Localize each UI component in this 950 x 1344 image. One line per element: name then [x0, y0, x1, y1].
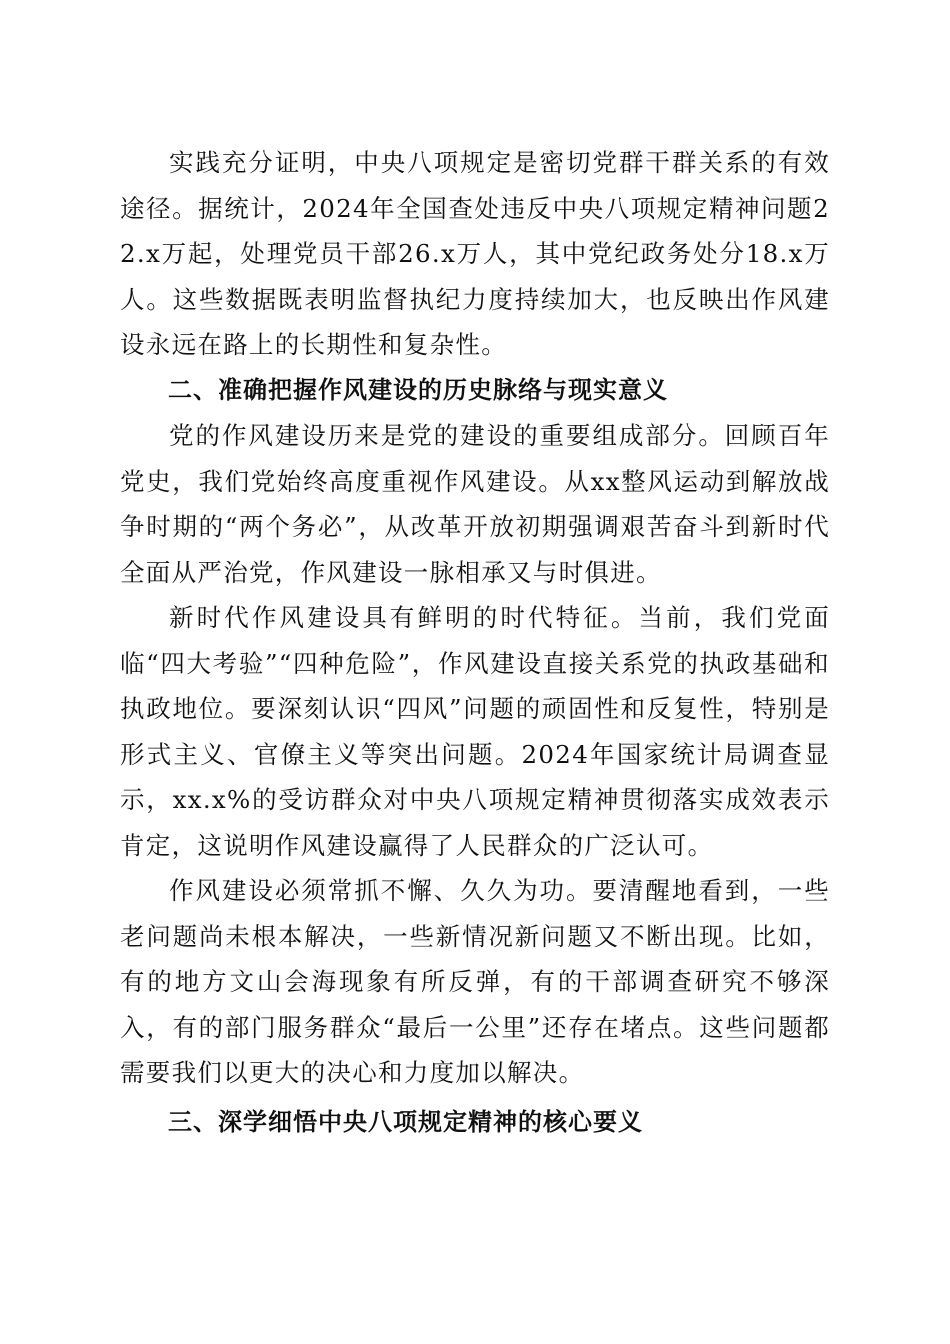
paragraph-practice-proof: 实践充分证明，中央八项规定是密切党群干群关系的有效途径。据统计，2024年全国查处违反中央八项规定精神问题22.x万起，处理党员干部26.x万人，其中党纪政务处分18.x万人。这些数据既表明监督执纪力度持续加大，也反映出作风建设永远在路上的长期性和复杂性。	[120, 148, 830, 359]
section-heading-3: 三、深学细悟中央八项规定精神的核心要义	[168, 1107, 643, 1136]
paragraph-new-era: 新时代作风建设具有鲜明的时代特征。当前，我们党面临“四大考验”“四种危险”，作风建设直接关系党的执政基础和执政地位。要深刻认识“四风”问题的顽固性和反复性，特别是形式主义、官僚主义等突出问题。2024年国家统计局调查显示，xx.x%的受访群众对中央八项规定精神贯彻落实成效表示肯定，这说明作风建设赢得了人民群众的广泛认可。	[120, 603, 830, 860]
section-heading-2: 二、准确把握作风建设的历史脉络与现实意义	[168, 375, 668, 404]
paragraph-party-history: 党的作风建设历来是党的建设的重要组成部分。回顾百年党史，我们党始终高度重视作风建设。从xx整风运动到解放战争时期的“两个务必”，从改革开放初期强调艰苦奋斗到新时代全面从严治党，作风建设一脉相承又与时俱进。	[120, 421, 830, 587]
paragraph-persistence: 作风建设必须常抓不懈、久久为功。要清醒地看到，一些老问题尚未根本解决，一些新情况新问题又不断出现。比如，有的地方文山会海现象有所反弹，有的干部调查研究不够深入，有的部门服务群众“最后一公里”还存在堵点。这些问题都需要我们以更大的决心和力度加以解决。	[120, 876, 830, 1087]
document-body	[120, 140, 830, 1145]
